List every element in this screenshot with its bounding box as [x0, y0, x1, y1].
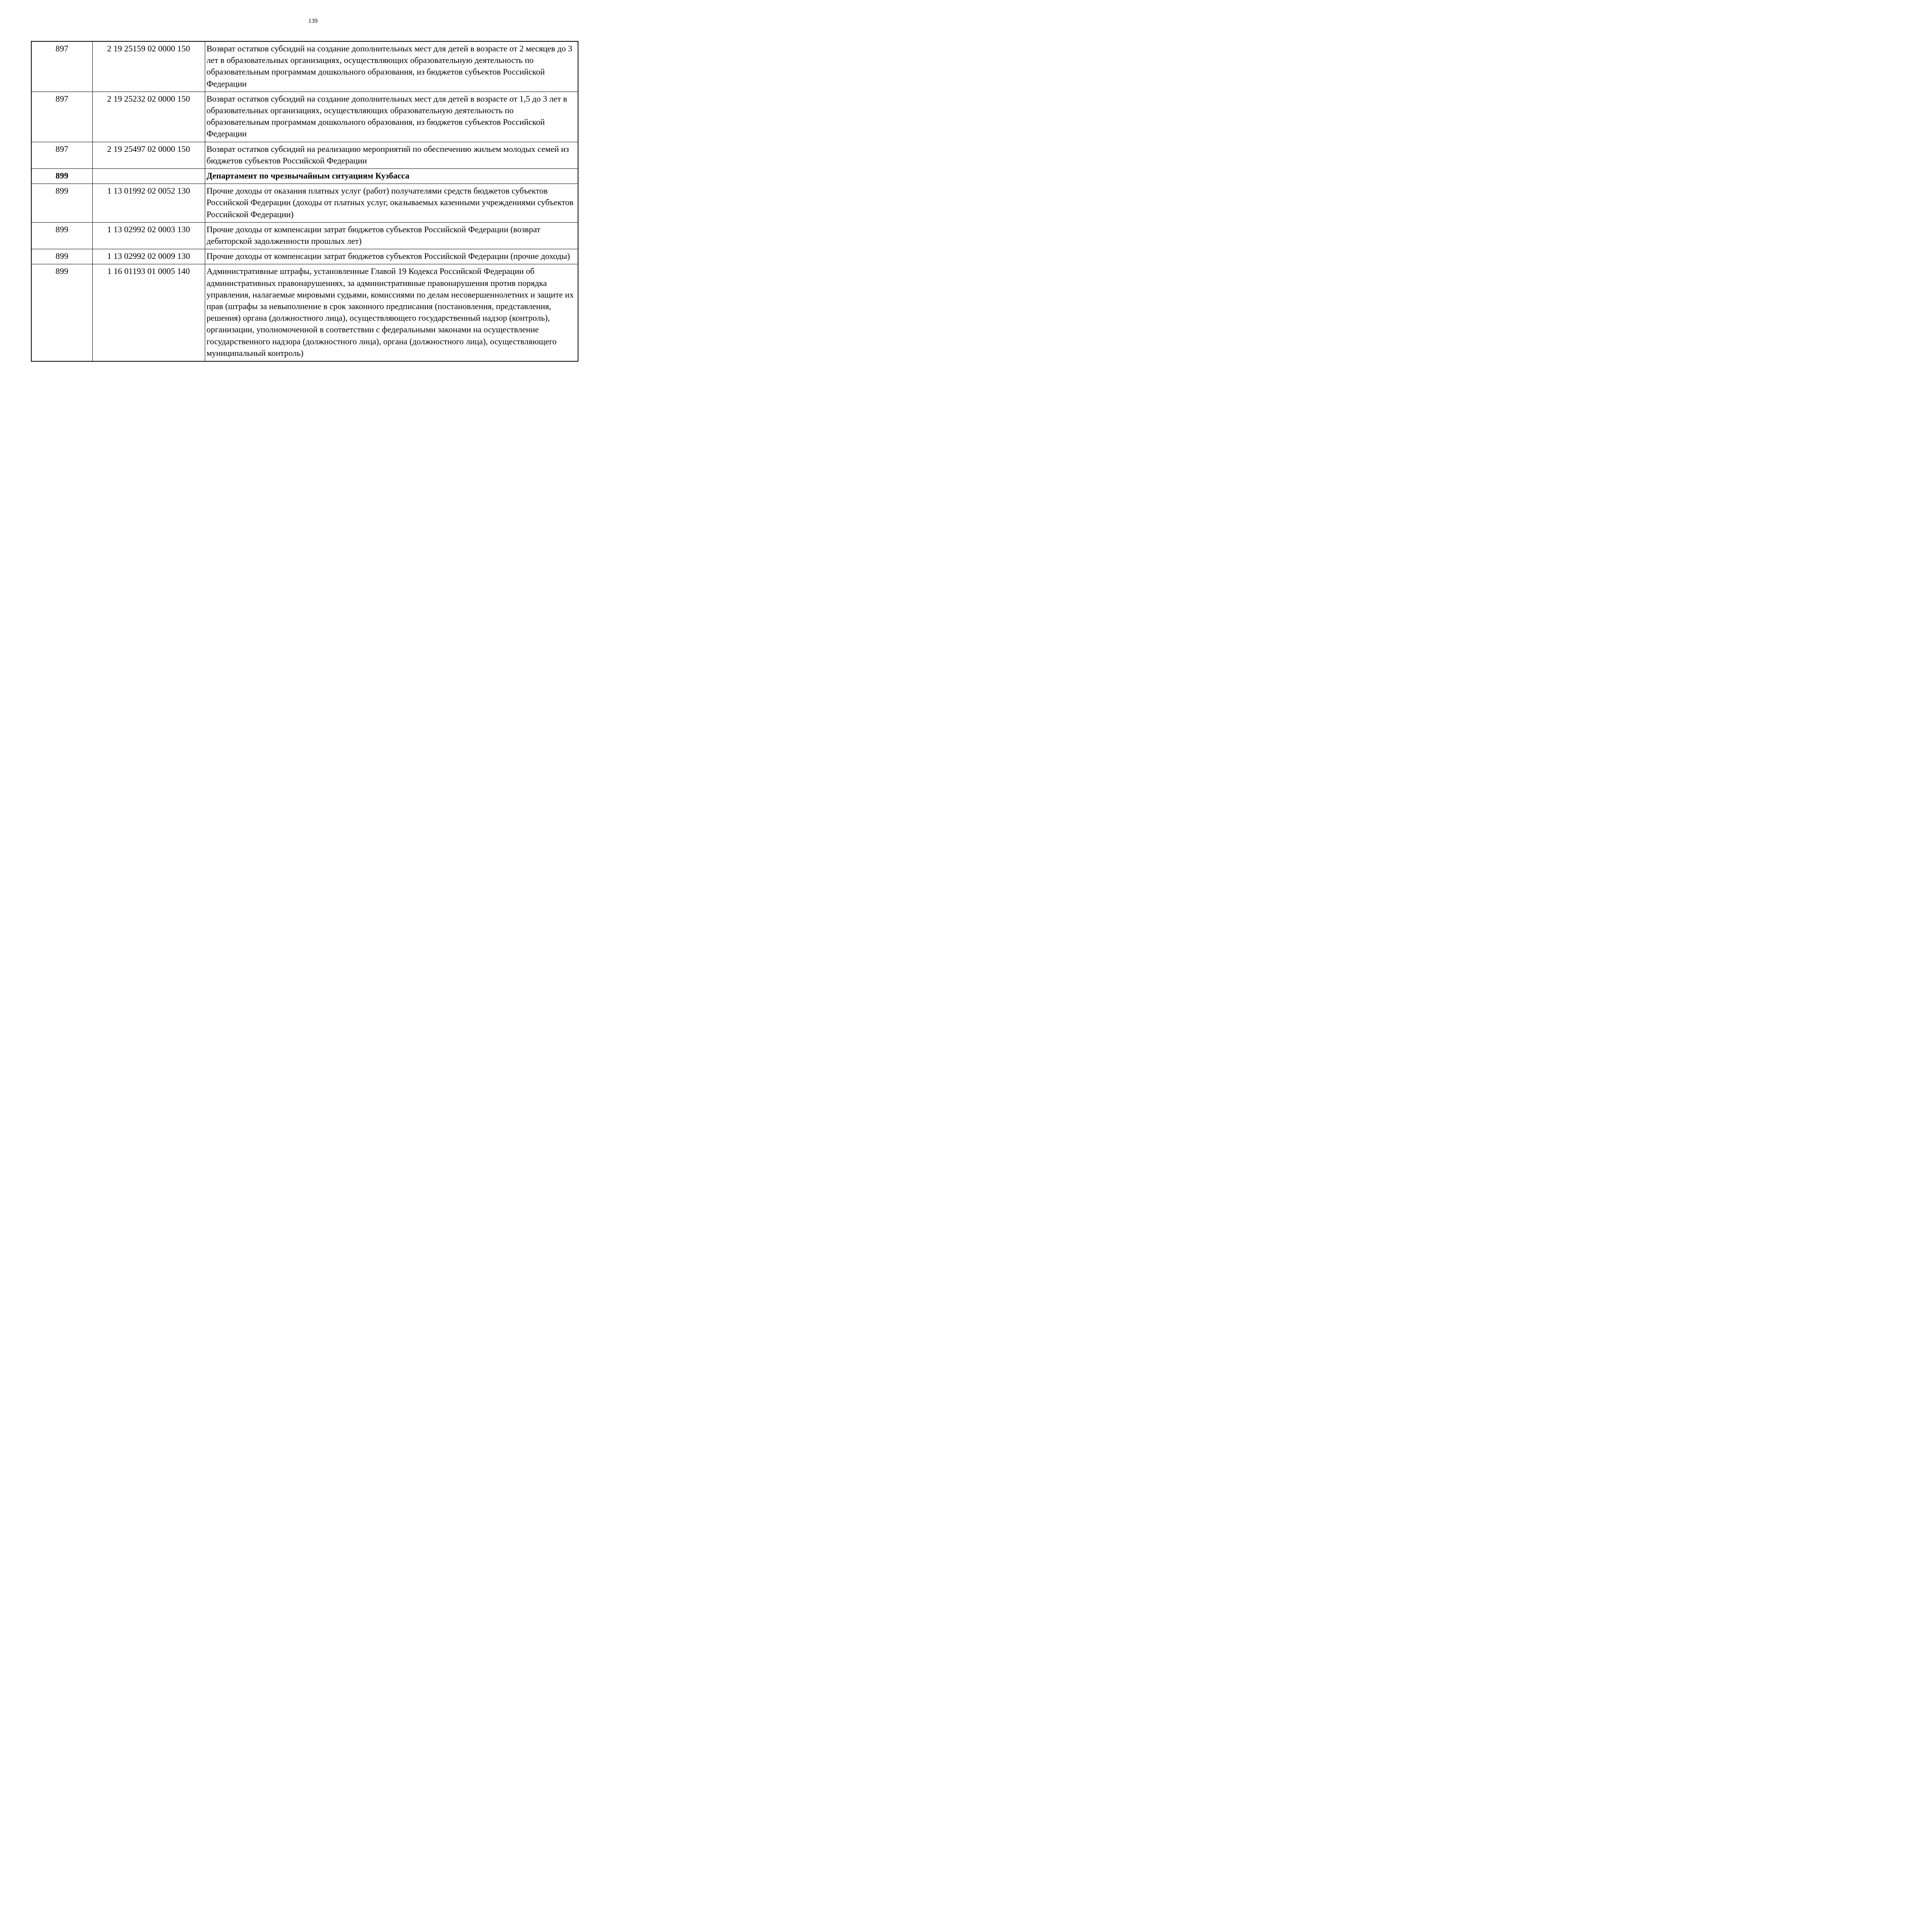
budget-code-cell: 2 19 25159 02 0000 150 — [92, 41, 205, 92]
admin-code-cell: 899 — [31, 264, 92, 361]
admin-code-cell: 899 — [31, 184, 92, 223]
revenue-name-cell: Прочие доходы от компенсации затрат бюджетов субъектов Российской Федерации (возврат дебиторской задолженности прошлых лет) — [205, 222, 578, 249]
revenue-name-cell: Прочие доходы от компенсации затрат бюджетов субъектов Российской Федерации (прочие доходы) — [205, 249, 578, 264]
admin-code-cell: 899 — [31, 222, 92, 249]
revenue-name-cell: Административные штрафы, установленные Главой 19 Кодекса Российской Федерации об административных правонарушениях, за административные правонарушения против порядка управления, налагаемые мировыми судьями, комиссиями по делам несовершеннолетних и защите их прав (штрафы за невыполнение в срок законного предписания (постановления, представления, решения) органа (должностного лица), осуществляющего государственный надзор (контроль), организации, уполномоченной в соответствии с федеральными законами на осуществление государственного надзора (должностного лица), органа (должностного лица), осуществляющего муниципальный контроль) — [205, 264, 578, 361]
revenue-codes-table — [31, 41, 578, 362]
admin-code-cell: 899 — [31, 249, 92, 264]
table-row — [31, 249, 578, 264]
table-row — [31, 264, 578, 361]
budget-code-cell: 1 13 01992 02 0052 130 — [92, 184, 205, 223]
administrator-name-cell: Департамент по чрезвычайным ситуациям Кузбасса — [205, 169, 578, 184]
table-row — [31, 41, 578, 92]
budget-code-cell: 1 13 02992 02 0003 130 — [92, 222, 205, 249]
revenue-name-cell: Возврат остатков субсидий на создание дополнительных мест для детей в возрасте от 2 месяцев до 3 лет в образовательных организациях, осуществляющих образовательную деятельность по образовательным программам дошкольного образования, из бюджетов субъектов Российской Федерации — [205, 41, 578, 92]
page-number: 139 — [308, 18, 318, 24]
table-row — [31, 142, 578, 168]
revenue-name-cell: Прочие доходы от оказания платных услуг (работ) получателями средств бюджетов субъектов Российской Федерации (доходы от платных услуг, оказываемых казенными учреждениями субъектов Российской Федерации) — [205, 184, 578, 223]
budget-code-cell: 1 16 01193 01 0005 140 — [92, 264, 205, 361]
budget-code-cell: 2 19 25497 02 0000 150 — [92, 142, 205, 168]
table-row — [31, 184, 578, 223]
admin-code-cell: 897 — [31, 41, 92, 92]
budget-code-cell — [92, 169, 205, 184]
table-row — [31, 92, 578, 142]
revenue-name-cell: Возврат остатков субсидий на создание дополнительных мест для детей в возрасте от 1,5 до 3 лет в образовательных организациях, осуществляющих образовательную деятельность по образовательным программам дошкольного образования, из бюджетов субъектов Российской Федерации — [205, 92, 578, 142]
admin-code-cell: 897 — [31, 92, 92, 142]
budget-code-cell: 1 13 02992 02 0009 130 — [92, 249, 205, 264]
table-row — [31, 222, 578, 249]
admin-code-cell: 899 — [31, 169, 92, 184]
budget-code-cell: 2 19 25232 02 0000 150 — [92, 92, 205, 142]
admin-code-cell: 897 — [31, 142, 92, 168]
administrator-header-row — [31, 169, 578, 184]
revenue-name-cell: Возврат остатков субсидий на реализацию мероприятий по обеспечению жильем молодых семей из бюджетов субъектов Российской Федерации — [205, 142, 578, 168]
